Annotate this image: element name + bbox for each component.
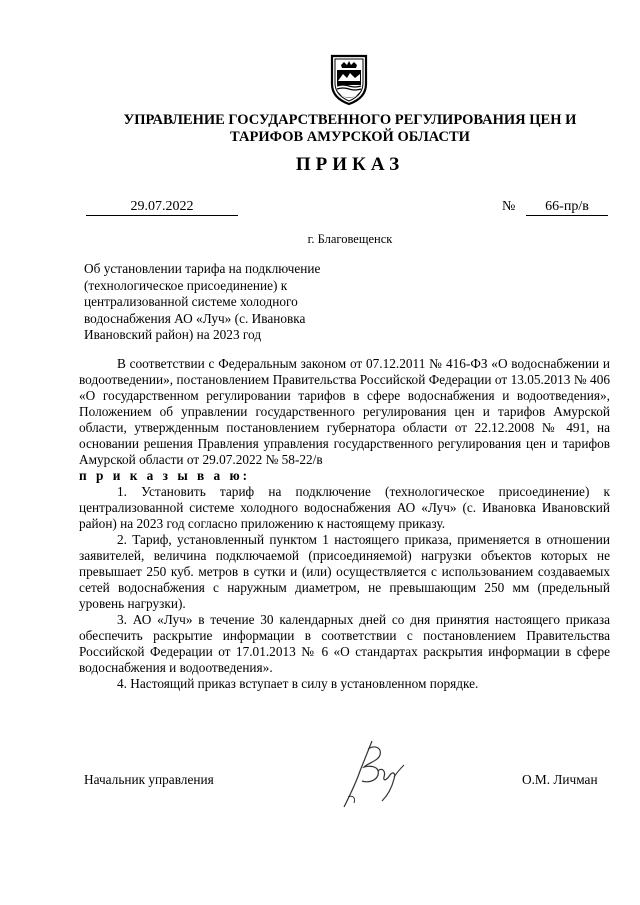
subject-line: (технологическое присоединение) к [84, 277, 288, 293]
agency-name [60, 112, 640, 146]
signatory-position: Начальник управления [84, 772, 214, 787]
order-item-4: 4. Настоящий приказ вступает в силу в установленном порядке. [117, 676, 479, 691]
document-subject [84, 261, 384, 344]
amur-region-coat-of-arms-icon [326, 52, 372, 106]
document-city: г. Благовещенск [307, 232, 393, 246]
number-sign: № [502, 199, 516, 214]
document-date: 29.07.2022 [86, 198, 238, 216]
agency-name-line-1: УПРАВЛЕНИЕ ГОСУДАРСТВЕННОГО РЕГУЛИРОВАНИЯ ЦЕН И [123, 112, 577, 128]
preamble-paragraph: В соответствии с Федеральным законом от 07.12.2011 № 416-ФЗ «О водоснабжении и водоотведении», постановлением Правительства Российской Федерации от 13.05.2013 № 406 «О государственном регулировании тарифов в сфере водоснабжения и водоотведения», Положением об управлении государственного регулирования цен и тарифов Амурской области, утвержденным постановлением губернатора области от 22.12.2008 № 491, на основании решения Правления управления государственного регулирования цен и тарифов Амурской области от 29.07.2022 № 58-22/в [79, 356, 610, 467]
signatory-name: О.М. Личман [522, 772, 598, 787]
order-item-1: 1. Установить тариф на подключение (технологическое присоединение) к централизованной системе холодного водоснабжения АО «Луч» (с. Ивановка Ивановский район) на 2023 год согласно приложению к настоящему приказу. [79, 484, 610, 531]
order-item-2: 2. Тариф, установленный пунктом 1 настоящего приказа, применяется в отношении заявителей, величина подключаемой (присоединяемой) нагрузки объектов которых не превышает 250 куб. метров в сутки и (или) осуществляется с использованием создаваемых сетей водоснабжения с наружным диаметром, не превышающим 250 мм (предельный уровень нагрузки). [79, 532, 610, 611]
agency-name-line-2: ТАРИФОВ АМУРСКОЙ ОБЛАСТИ [230, 129, 470, 145]
handwritten-signature-icon [338, 737, 408, 813]
order-item-3: 3. АО «Луч» в течение 30 календарных дней со дня принятия настоящего приказа обеспечить раскрытие информации в соответствии с постановлением Правительства Российской Федерации от 17.01.2013 № 6 «О стандартах раскрытия информации в сфере водоснабжения и водоотведения». [79, 612, 610, 675]
subject-line: Об установлении тарифа на подключение [84, 261, 321, 276]
subject-line: централизованной системе холодного [84, 294, 298, 309]
subject-line: водоснабжения АО «Луч» (с. Ивановка [84, 310, 306, 326]
document-type-title: ПРИКАЗ [295, 154, 405, 175]
orders-word: п р и к а з ы в а ю: [79, 468, 251, 483]
document-body [79, 356, 610, 692]
document-number: 66-пр/в [526, 198, 608, 216]
subject-line: Ивановский район) на 2023 год [84, 327, 262, 342]
